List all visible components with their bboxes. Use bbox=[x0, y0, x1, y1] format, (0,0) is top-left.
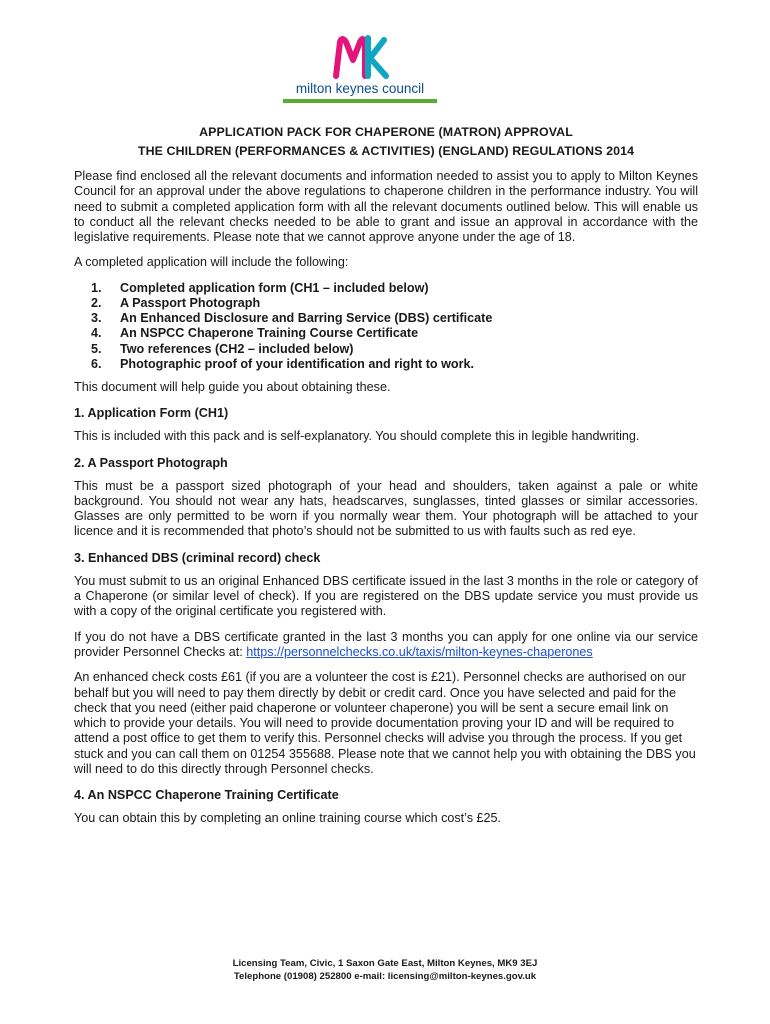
intro-list-lead: A completed application will include the following: bbox=[74, 255, 349, 270]
footer-contact: Telephone (01908) 252800 e-mail: licensing@milton-keynes.gov.uk bbox=[233, 971, 537, 982]
footer-address: Licensing Team, Civic, 1 Saxon Gate East, Milton Keynes, MK9 3EJ bbox=[232, 958, 538, 969]
section-1-body: This is included with this pack and is self-explanatory. You should complete this in legible handwriting. bbox=[74, 429, 640, 444]
heading-line-1: APPLICATION PACK FOR CHAPERONE (MATRON) APPROVAL bbox=[199, 125, 573, 139]
section-2-title: 2. A Passport Photograph bbox=[74, 455, 228, 470]
council-logo bbox=[280, 30, 440, 110]
list-item: 2. A Passport Photograph bbox=[91, 295, 261, 310]
list-item: 1. Completed application form (CH1 – included below) bbox=[91, 280, 429, 295]
list-item: 6. Photographic proof of your identification and right to work. bbox=[91, 356, 475, 371]
section-2-body: This must be a passport sized photograph of your head and shoulders, taken against a pale or white background. You should not wear any hats, headscarves, sunglasses, tinted glasses or similar accessories. Glasses are only permitted to be worn if you normally wear them. Your photograph will be attached to your licence and it is recommended that photo’s should not be submitted to us with faults such as red eye. bbox=[74, 478, 698, 539]
personnel-checks-link[interactable]: https://personnelchecks.co.uk/taxis/milton-keynes-chaperones bbox=[246, 644, 593, 659]
section-3-paragraph-3: An enhanced check costs £61 (if you are a volunteer the cost is £21). Personnel checks are authorised on our behalf but you will need to pay them directly by debit or credit card. Once you have selected and paid for the check that you need (either paid chaperone or volunteer chaperone) you will be sent a secure email link on which to provide your details. You will need to provide documentation proving your ID and will be required to attend a post office to get them to verify this. Personnel checks will advise you through the process. If you get stuck and you can call them on 01254 355688. Please note that we cannot help you with obtaining the DBS you will need to do this directly through Personnel checks. bbox=[74, 670, 696, 777]
list-item: 3. An Enhanced Disclosure and Barring Service (DBS) certificate bbox=[91, 311, 493, 326]
document-heading bbox=[74, 123, 698, 161]
guide-text: This document will help guide you about obtaining these. bbox=[74, 380, 391, 394]
section-1-title: 1. Application Form (CH1) bbox=[74, 406, 229, 421]
section-3-title: 3. Enhanced DBS (criminal record) check bbox=[74, 550, 321, 565]
document-body bbox=[74, 123, 698, 827]
section-4-body: You can obtain this by completing an online training course which cost’s £25. bbox=[74, 811, 502, 826]
page-footer bbox=[0, 957, 770, 983]
section-3-paragraph-1: You must submit to us an original Enhanced DBS certificate issued in the last 3 months in the role or category of a Chaperone (or similar level of check). If you are registered on the DBS update service you must provide us with a copy of the original certificate you registered with. bbox=[74, 573, 698, 619]
list-item: 5. Two references (CH2 – included below) bbox=[91, 341, 354, 356]
list-item: 4. An NSPCC Chaperone Training Course Certificate bbox=[91, 326, 419, 341]
heading-line-2: THE CHILDREN (PERFORMANCES & ACTIVITIES) (ENGLAND) REGULATIONS 2014 bbox=[137, 144, 635, 158]
section-3-paragraph-2: If you do not have a DBS certificate granted in the last 3 months you can apply for one online via our service provider Personnel Checks at: https://personnelchecks.co.uk/taxis/milton-keynes-chaperones bbox=[74, 629, 698, 659]
mk-logo-icon bbox=[280, 30, 440, 110]
logo-wordmark: milton keynes council bbox=[295, 81, 425, 96]
section-4-title: 4. An NSPCC Chaperone Training Certificate bbox=[74, 788, 339, 803]
requirements-list bbox=[74, 281, 698, 372]
intro-paragraph: Please find enclosed all the relevant documents and information needed to assist you to apply to Milton Keynes Council for an approval under the above regulations to chaperone children in the performance industry. You will need to submit a completed application form with all the relevant documents outlined below. This will enable us to conduct all the relevant checks needed to be able to grant and issue an approval in accordance with the legislative requirements. Please note that we cannot approve anyone under the age of 18. bbox=[74, 169, 698, 245]
